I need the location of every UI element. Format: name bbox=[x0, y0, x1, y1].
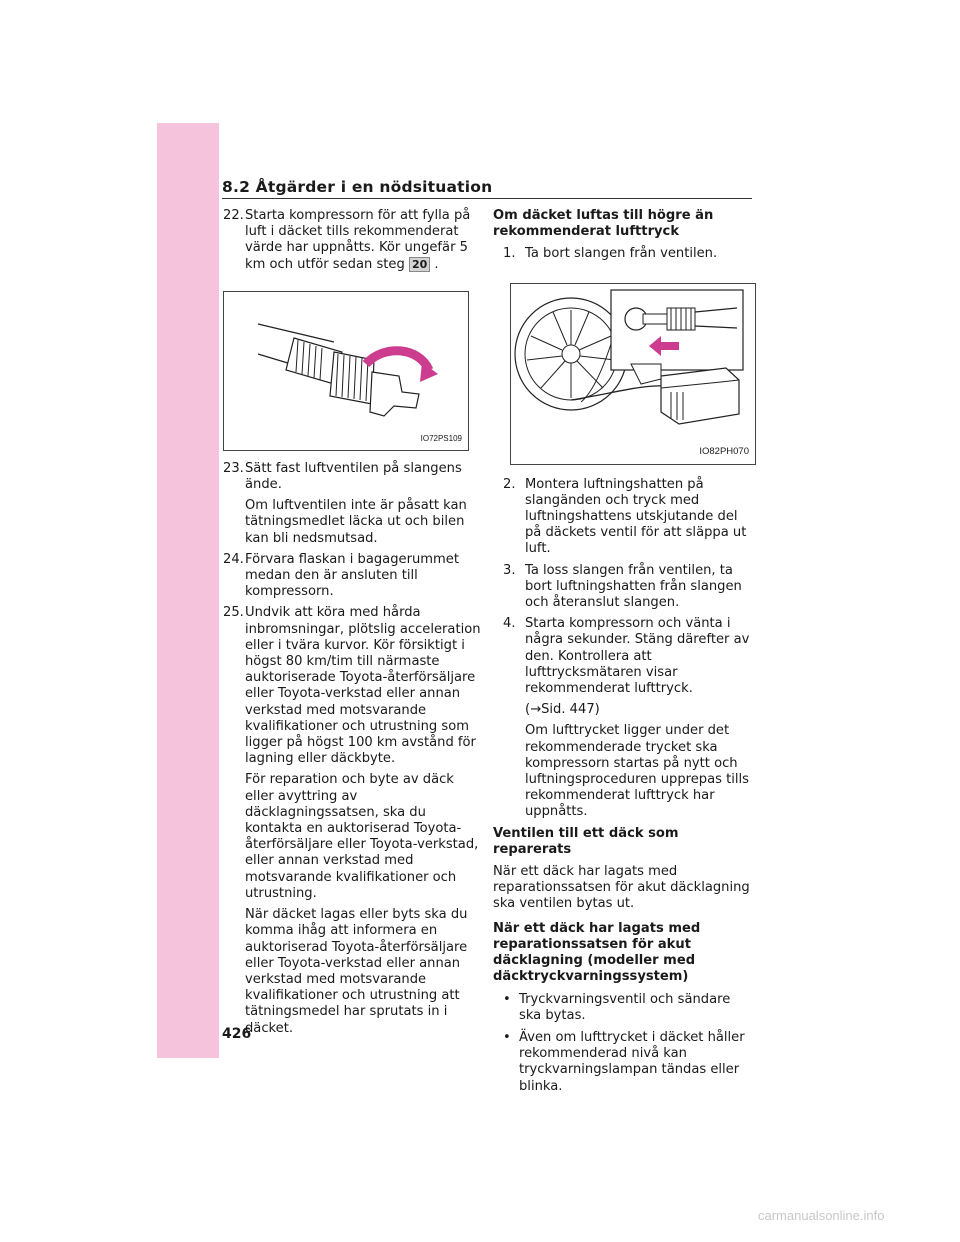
step-22 bbox=[223, 208, 485, 273]
bullet-dot: • bbox=[503, 1029, 511, 1045]
step-text: Förvara flaskan i bagagerummet medan den är ansluten till kompressorn. bbox=[245, 551, 459, 600]
step-number: 4. bbox=[503, 616, 516, 632]
wheel-compressor-drawing bbox=[511, 284, 755, 464]
step-number: 3. bbox=[503, 562, 516, 578]
step-25 bbox=[223, 605, 485, 1036]
right-step-3 bbox=[493, 563, 755, 612]
step-note: Om lufttrycket ligger under det rekommenderade trycket ska kompressorn startas på nytt och luftningsproceduren upprepas tills rekommenderat lufttryck har uppnåtts. bbox=[525, 723, 749, 820]
figure-code: IO72PS109 bbox=[420, 433, 462, 443]
hose-valve-drawing bbox=[224, 292, 468, 450]
right-step-1 bbox=[493, 246, 755, 262]
step-text: Undvik att köra med hårda inbromsningar, plötslig acceleration eller i tvära kurvor. Kör försiktigt i högst 80 km/tim till närmaste auktoriserade Toyota-återförsäljare eller Toyota-verkstad eller annan verkstad med motsvarande kvalifikationer och utrustning som ligger på högst 100 km avstånd för lagning eller däckbyte. bbox=[245, 605, 481, 767]
step-note: För reparation och byte av däck eller avyttring av däcklagningssatsen, ska du kontakta en auktoriserad Toyota-återförsäljare eller Toyota-verkstad, eller annan verkstad med motsvarande kvalifikationer och utrustning. bbox=[245, 772, 479, 901]
step-text: Ta bort slangen från ventilen. bbox=[525, 246, 718, 262]
step-text: Sätt fast luftventilen på slangens ände. bbox=[245, 460, 462, 493]
step-text: Starta kompressorn och vänta i några sekunder. Stäng därefter av den. Kontrollera att lufttrycksmätaren visar rekommenderat lufttryck. bbox=[525, 616, 750, 697]
step-text-end: . bbox=[434, 256, 439, 272]
section-title: 8.2 Åtgärder i en nödsituation bbox=[222, 178, 493, 196]
subheading-tpws: När ett däck har lagats med reparationssatsen för akut däcklagning (modeller med däcktryckvarningssystem) bbox=[493, 920, 701, 985]
bullet-text: Tryckvarningsventil och sändare ska bytas. bbox=[519, 991, 731, 1023]
step-text: Ta loss slangen från ventilen, ta bort luftningshatten från slangen och återanslut slangen. bbox=[525, 562, 742, 611]
chapter-sidebar-tab bbox=[157, 123, 219, 1058]
step-reference-box: 20 bbox=[409, 257, 430, 272]
bullet-item bbox=[493, 992, 755, 1024]
tire-valve-illustration bbox=[510, 283, 756, 465]
step-24 bbox=[223, 552, 485, 601]
subheading-overinflated: Om däcket luftas till högre än rekommenderat lufttryck bbox=[493, 208, 714, 240]
right-step-2 bbox=[493, 477, 755, 558]
step-note: Om luftventilen inte är påsatt kan tätningsmedlet läcka ut och bilen kan bli nedsmutsad. bbox=[245, 498, 467, 546]
step-23 bbox=[223, 461, 485, 547]
step-note: När däcket lagas eller byts ska du komma ihåg att informera en auktoriserad Toyota-återförsäljare eller Toyota-verkstad eller annan verkstad med motsvarande kvalifikationer och utrustning att tätningsmedel har sprutats in i däcket. bbox=[245, 907, 468, 1036]
figure-code: IO82PH070 bbox=[699, 446, 749, 458]
watermark: carmanualsonline.info bbox=[758, 1208, 885, 1223]
left-column bbox=[223, 208, 485, 1042]
step-text: Starta kompressorn för att fylla på luft i däcket tills rekommenderat värde har uppnåtts. Kör ungefär 5 km och utför sedan steg bbox=[245, 208, 471, 272]
subheading-valve: Ventilen till ett däck som reparerats bbox=[493, 825, 679, 857]
step-text: Montera luftningshatten på slangänden och tryck med luftningshattens utskjutande del på däckets ventil för att släppa ut luft. bbox=[525, 476, 747, 557]
bullet-item bbox=[493, 1030, 755, 1095]
step-number: 2. bbox=[503, 476, 516, 492]
header-rule bbox=[222, 198, 752, 199]
step-number: 25. bbox=[223, 605, 244, 621]
valve-cap-illustration bbox=[223, 291, 469, 451]
page-number: 426 bbox=[222, 1026, 252, 1042]
step-number: 22. bbox=[223, 208, 244, 223]
bullet-text: Även om lufttrycket i däcket håller rekommenderad nivå kan tryckvarningslampan tändas eller blinka. bbox=[519, 1029, 745, 1094]
page-reference-link[interactable]: (→Sid. 447) bbox=[525, 702, 600, 718]
step-number: 23. bbox=[223, 460, 244, 476]
step-number: 1. bbox=[503, 246, 516, 262]
right-step-4 bbox=[493, 616, 755, 820]
step-number: 24. bbox=[223, 551, 244, 567]
valve-paragraph: När ett däck har lagats med reparationssatsen för akut däcklagning ska ventilen bytas ut. bbox=[493, 864, 750, 912]
bullet-dot: • bbox=[503, 991, 511, 1007]
right-column bbox=[493, 208, 755, 1101]
